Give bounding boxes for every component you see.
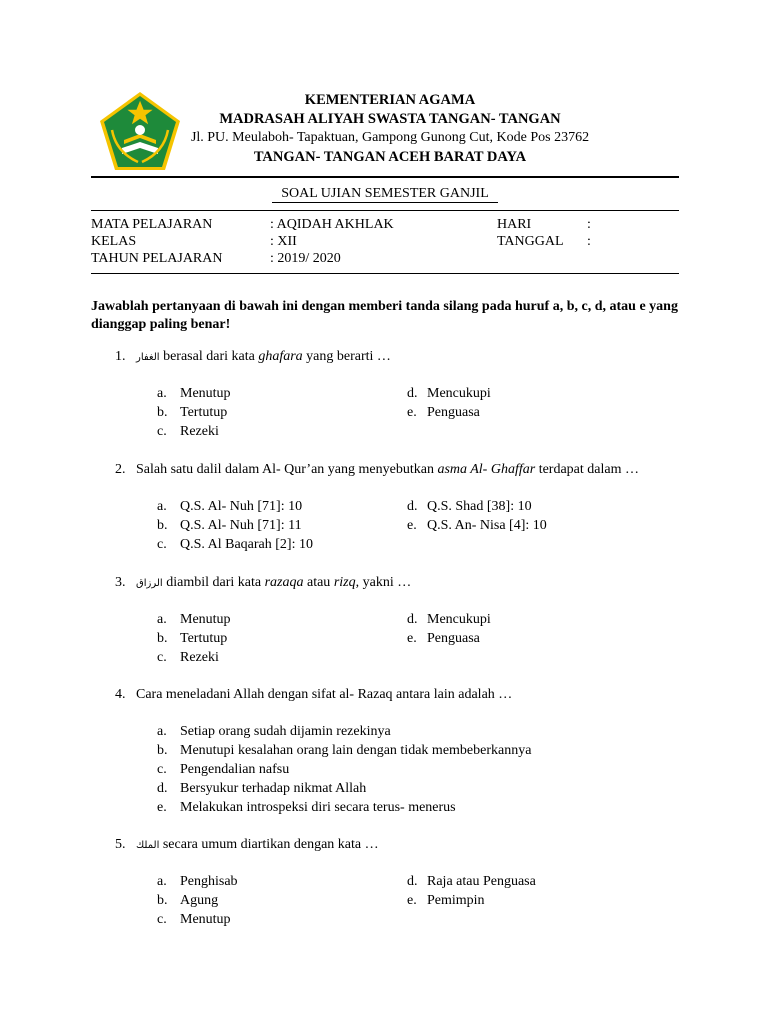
option-c: c. Pengendalian nafsu (157, 762, 290, 777)
option-e: e. Pemimpin (407, 893, 485, 908)
header-school: MADRASAH ALIYAH SWASTA TANGAN- TANGAN (219, 111, 561, 127)
question-number: 2. (115, 462, 126, 477)
question-number: 3. (115, 575, 126, 590)
question-text: Salah satu dalil dalam Al- Qur’an yang menyebutkan asma Al- Ghaffar terdapat dalam … (136, 462, 639, 477)
arabic-term: الرزاق (136, 578, 163, 589)
arabic-term: الغفار (136, 352, 160, 363)
option-c: c. Menutup (157, 912, 231, 927)
year-value: : 2019/ 2020 (270, 251, 341, 266)
class-label: KELAS (91, 234, 137, 249)
option-e: e. Melakukan introspeksi diri secara terus- menerus (157, 800, 456, 815)
option-c: c. Rezeki (157, 650, 219, 665)
arabic-term: الملك (136, 840, 160, 851)
option-a: a. Menutup (157, 612, 231, 627)
option-b: b. Menutupi kesalahan orang lain dengan tidak membeberkannya (157, 743, 532, 758)
question-text: الغفار berasal dari kata ghafara yang berarti … (136, 349, 391, 364)
option-b: b. Tertutup (157, 631, 228, 646)
header-address: Jl. PU. Meulaboh- Tapaktuan, Gampong Gunong Cut, Kode Pos 23762 (190, 130, 590, 145)
kemenag-logo (98, 90, 182, 174)
option-a: a. Setiap orang sudah dijamin rezekinya (157, 724, 391, 739)
option-d: d. Bersyukur terhadap nikmat Allah (157, 781, 367, 796)
question-number: 4. (115, 687, 126, 702)
option-e: e. Q.S. An- Nisa [4]: 10 (407, 518, 547, 533)
option-e: e. Penguasa (407, 405, 480, 420)
class-value: : XII (270, 234, 297, 249)
question-text: الرزاق diambil dari kata razaqa atau rizq, yakni … (136, 575, 412, 590)
option-b: b. Agung (157, 893, 219, 908)
header-divider (91, 176, 679, 178)
question-text: الملك secara umum diartikan dengan kata … (136, 837, 379, 852)
header-ministry: KEMENTERIAN AGAMA (304, 92, 476, 108)
exam-title: SOAL UJIAN SEMESTER GANJIL (272, 185, 498, 203)
option-c: c. Q.S. Al Baqarah [2]: 10 (157, 537, 313, 552)
subject-label: MATA PELAJARAN (91, 217, 213, 232)
option-e: e. Penguasa (407, 631, 480, 646)
year-label: TAHUN PELAJARAN (91, 251, 223, 266)
date-label: TANGGAL (497, 234, 564, 249)
question-number: 5. (115, 837, 126, 852)
info-bottom-divider (91, 273, 679, 274)
day-label: HARI (497, 217, 532, 232)
option-d: d. Mencukupi (407, 386, 491, 401)
option-a: a. Q.S. Al- Nuh [71]: 10 (157, 499, 303, 514)
info-top-divider (91, 210, 679, 211)
option-d: d. Mencukupi (407, 612, 491, 627)
instruction: Jawablah pertanyaan di bawah ini dengan memberi tanda silang pada huruf a, b, c, d, atau e yang dianggap paling benar! (91, 299, 678, 332)
option-d: d. Q.S. Shad [38]: 10 (407, 499, 532, 514)
option-b: b. Q.S. Al- Nuh [71]: 11 (157, 518, 302, 533)
question-number: 1. (115, 349, 126, 364)
day-value: : (587, 217, 591, 232)
header-region: TANGAN- TANGAN ACEH BARAT DAYA (253, 149, 527, 165)
option-a: a. Menutup (157, 386, 231, 401)
option-a: a. Penghisab (157, 874, 238, 889)
subject-value: : AQIDAH AKHLAK (270, 217, 394, 232)
option-c: c. Rezeki (157, 424, 219, 439)
question-text: Cara meneladani Allah dengan sifat al- Razaq antara lain adalah … (136, 687, 513, 702)
option-b: b. Tertutup (157, 405, 228, 420)
option-d: d. Raja atau Penguasa (407, 874, 536, 889)
date-value: : (587, 234, 591, 249)
